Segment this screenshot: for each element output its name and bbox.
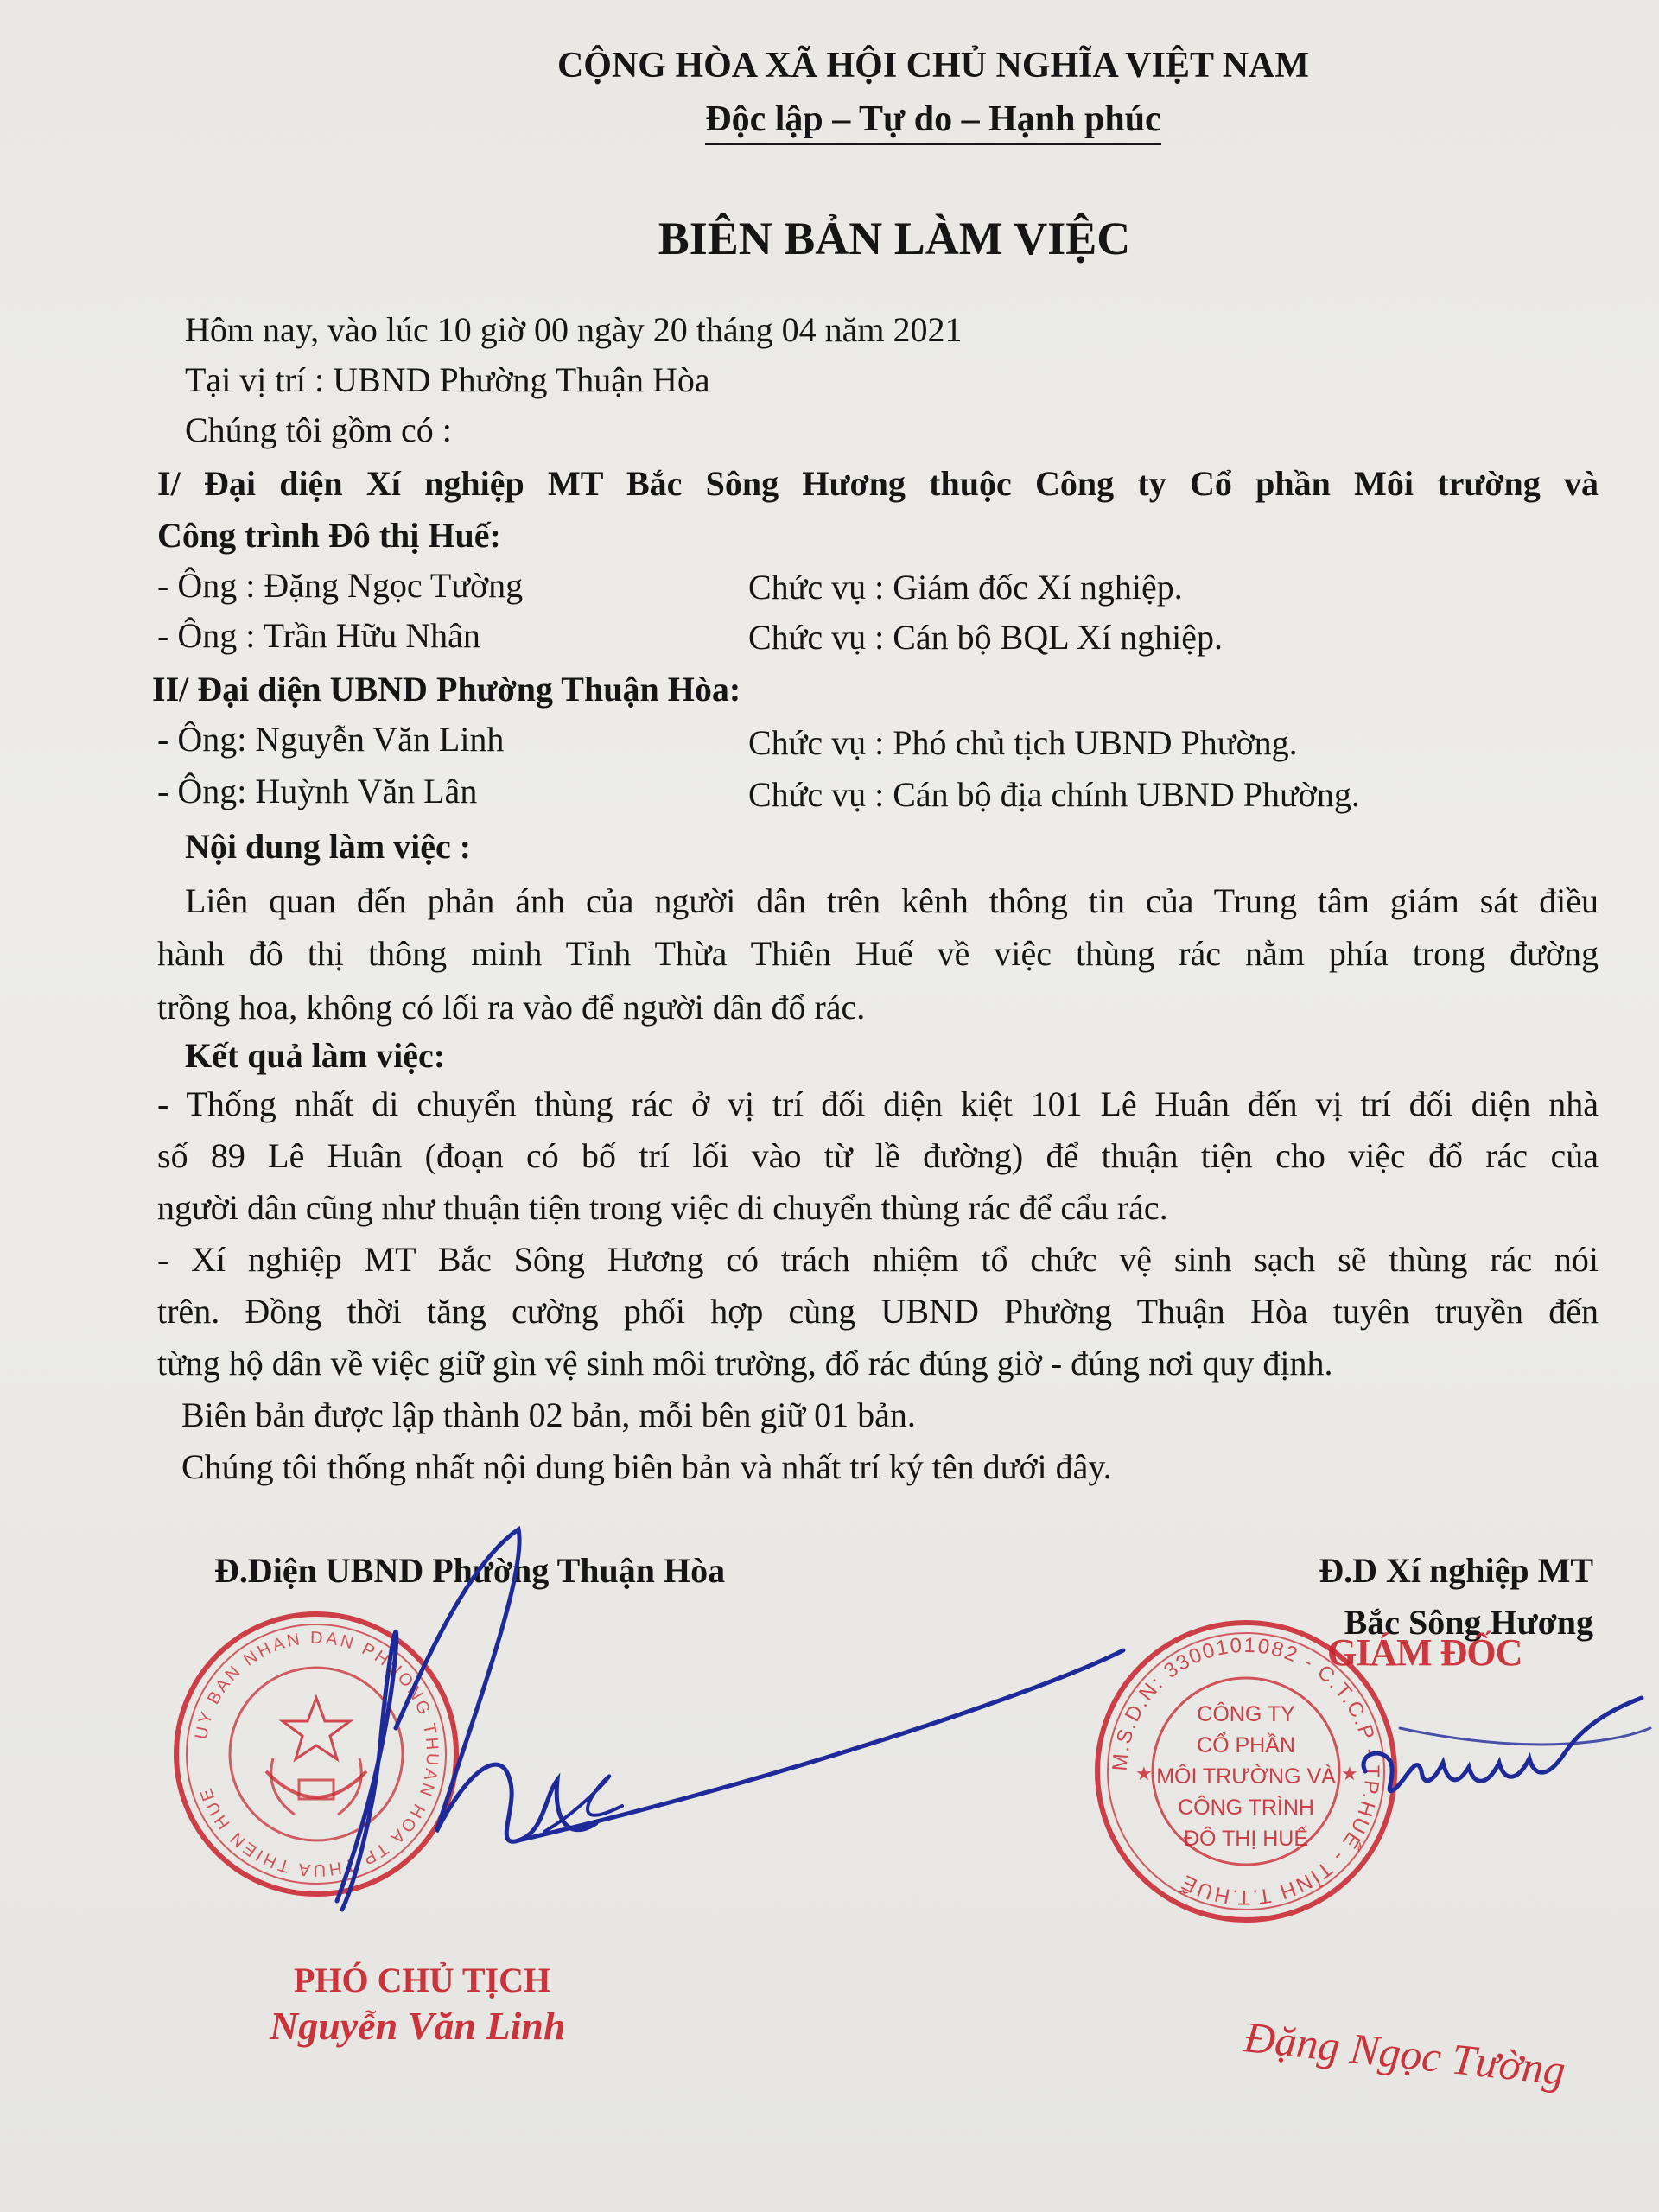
section2-person-name: - Ông: Huỳnh Văn Lân	[157, 772, 478, 810]
seal-center-line: ĐÔ THỊ HUẾ	[1184, 1827, 1308, 1851]
content-line: hành đô thị thông minh Tỉnh Thừa Thiên Huế về việc thùng rác nằm phía trong đường	[157, 934, 1599, 973]
signature-director	[1348, 1694, 1659, 1849]
section1-person-name: - Ông : Trần Hữu Nhân	[157, 616, 480, 655]
section1-heading-line2: Công trình Đô thị Huế:	[157, 516, 501, 555]
result-line: người dân cũng như thuận tiện trong việc di chuyển thùng rác để cẩu rác.	[157, 1188, 1168, 1227]
seal-center-line: CÔNG TRÌNH	[1178, 1796, 1314, 1820]
meeting-time: Hôm nay, vào lúc 10 giờ 00 ngày 20 tháng 04 năm 2021	[185, 310, 963, 349]
company-seal-ring-text: M.S.D.N: 3300101082 - C.T.C.P - TP.HUẾ - TỈNH T.T.HUẾ	[1108, 1633, 1384, 1910]
agreement-note: Chúng tôi thống nhất nội dung biên bản và nhất trí ký tên dưới đây.	[181, 1447, 1112, 1486]
section2-person-role: Chức vụ : Cán bộ địa chính UBND Phường.	[748, 775, 1360, 814]
director-title-stamp: GIÁM ĐỐC	[1327, 1631, 1522, 1674]
right-signatory-heading-2: Bắc Sông Hương	[1344, 1603, 1593, 1642]
result-line: từng hộ dân về việc giữ gìn vệ sinh môi trường, đổ rác đúng giờ - đúng nơi quy định.	[157, 1344, 1333, 1382]
section1-person-role: Chức vụ : Giám đốc Xí nghiệp.	[748, 568, 1183, 607]
seal-center-line: CỔ PHẦN	[1197, 1733, 1295, 1758]
seal-center-line: CÔNG TY	[1197, 1702, 1295, 1726]
section2-heading: II/ Đại diện UBND Phường Thuận Hòa:	[152, 670, 741, 709]
seal-star-icon: ★	[1341, 1763, 1358, 1784]
content-line: Liên quan đến phản ánh của người dân trên kênh thông tin của Trung tâm giám sát điều	[185, 881, 1599, 920]
content-line: trồng hoa, không có lối ra vào để người dân đổ rác.	[157, 988, 866, 1027]
members-intro: Chúng tôi gồm có :	[185, 410, 452, 449]
seal-star-icon: ★	[1135, 1763, 1153, 1784]
vice-chairman-title: PHÓ CHỦ TỊCH	[294, 1961, 551, 1999]
result-heading: Kết quả làm việc:	[185, 1036, 446, 1075]
section1-person-role: Chức vụ : Cán bộ BQL Xí nghiệp.	[748, 618, 1224, 657]
section1-heading-line1: I/ Đại diện Xí nghiệp MT Bắc Sông Hương thuộc Công ty Cổ phần Môi trường và	[157, 464, 1599, 503]
section2-person-role: Chức vụ : Phó chủ tịch UBND Phường.	[748, 723, 1298, 762]
director-name: Đặng Ngọc Tường	[1242, 2012, 1568, 2094]
motto-text: Độc lập – Tự do – Hạnh phúc	[705, 99, 1160, 145]
section2-person-name: - Ông: Nguyễn Văn Linh	[157, 720, 505, 759]
result-line: - Thống nhất di chuyển thùng rác ở vị trí đối diện kiệt 101 Lê Huân đến vị trí đối diện nhà	[157, 1084, 1599, 1123]
ward-seal-ring-text: UY BAN NHAN DAN PHUONG THUAN HOA TP THUA THIEN HUE	[192, 1628, 442, 1880]
vice-chairman-name: Nguyễn Văn Linh	[270, 2004, 566, 2048]
seal-center-line: MÔI TRƯỜNG VÀ	[1156, 1764, 1336, 1789]
result-line: số 89 Lê Huân (đoạn có bố trí lối vào từ lề đường) để thuận tiện cho việc đổ rác của	[157, 1136, 1599, 1175]
result-line: - Xí nghiệp MT Bắc Sông Hương có trách nhiệm tổ chức vệ sinh sạch sẽ thùng rác nói	[157, 1240, 1599, 1279]
result-line: trên. Đồng thời tăng cường phối hợp cùng UBND Phường Thuận Hòa tuyên truyền đến	[157, 1292, 1599, 1331]
motto	[0, 99, 1659, 140]
content-heading: Nội dung làm việc :	[185, 827, 472, 866]
section1-person-name: - Ông : Đặng Ngọc Tường	[157, 566, 524, 605]
copies-note: Biên bản được lập thành 02 bản, mỗi bên giữ 01 bản.	[181, 1395, 916, 1434]
document-title: BIÊN BẢN LÀM VIỆC	[658, 213, 1131, 264]
meeting-location: Tại vị trí : UBND Phường Thuận Hòa	[185, 360, 710, 399]
right-signatory-heading-1: Đ.D Xí nghiệp MT	[1319, 1551, 1593, 1590]
nation-header: CỘNG HÒA XÃ HỘI CHỦ NGHĨA VIỆT NAM	[556, 46, 1310, 86]
left-signatory-heading: Đ.Diện UBND Phường Thuận Hòa	[214, 1551, 726, 1590]
